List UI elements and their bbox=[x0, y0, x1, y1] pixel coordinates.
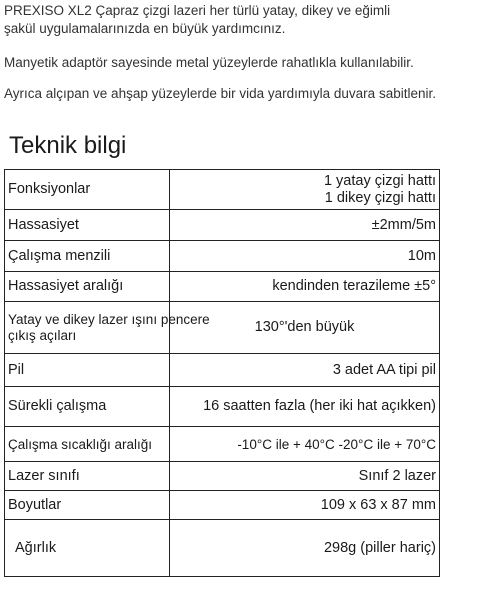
spec-label: Çalışma sıcaklığı aralığı bbox=[5, 427, 170, 462]
spec-row-runtime bbox=[5, 387, 440, 427]
spec-row-functions bbox=[5, 170, 440, 210]
spec-value-line: 1 yatay çizgi hattı bbox=[323, 172, 436, 189]
intro-line-1b: şakül uygulamalarınızda en büyük yardımcınız. bbox=[4, 21, 286, 36]
spec-value: 130°'den büyük bbox=[170, 302, 440, 354]
spec-label bbox=[5, 302, 210, 354]
spec-value: 16 saatten fazla (her iki hat açıkken) bbox=[170, 387, 440, 427]
section-title: Teknik bilgi bbox=[9, 132, 127, 159]
spec-label-line: çıkış açıları bbox=[8, 327, 77, 343]
spec-row-beam-angle bbox=[5, 302, 440, 354]
spec-value: 10m bbox=[170, 241, 440, 272]
spec-value: -10°C ile + 40°C -20°C ile + 70°C bbox=[170, 427, 440, 462]
spec-value: 109 x 63 x 87 mm bbox=[170, 491, 440, 520]
spec-value: kendinden terazileme ±5° bbox=[170, 272, 440, 302]
spec-row-laser-class bbox=[5, 462, 440, 491]
intro-line-1a: PREXISO XL2 Çapraz çizgi lazeri her türlü yatay, dikey ve eğimli bbox=[4, 3, 391, 18]
spec-row-range bbox=[5, 241, 440, 272]
intro-paragraph-1 bbox=[4, 2, 390, 38]
spec-row-battery bbox=[5, 354, 440, 387]
spec-value: 298g (piller hariç) bbox=[170, 520, 440, 577]
spec-label: Fonksiyonlar bbox=[5, 170, 170, 210]
spec-label-line: Yatay ve dikey lazer ışını pencere bbox=[8, 311, 210, 327]
spec-label: Boyutlar bbox=[5, 491, 170, 520]
spec-value: Sınıf 2 lazer bbox=[170, 462, 440, 491]
spec-row-dimensions bbox=[5, 491, 440, 520]
spec-row-temperature bbox=[5, 427, 440, 462]
spec-label: Çalışma menzili bbox=[5, 241, 170, 272]
spec-label: Hassasiyet aralığı bbox=[5, 272, 170, 302]
spec-label: Sürekli çalışma bbox=[5, 387, 170, 427]
spec-value-line: 1 dikey çizgi hattı bbox=[324, 189, 436, 206]
spec-row-weight bbox=[5, 520, 440, 577]
intro-paragraph-2: Manyetik adaptör sayesinde metal yüzeylerde rahatlıkla kullanılabilir. bbox=[4, 55, 414, 70]
spec-label: Lazer sınıfı bbox=[5, 462, 170, 491]
spec-value: 3 adet AA tipi pil bbox=[170, 354, 440, 387]
spec-value bbox=[170, 170, 440, 210]
intro-paragraph-3: Ayrıca alçıpan ve ahşap yüzeylerde bir vida yardımıyla duvara sabitlenir. bbox=[4, 86, 436, 101]
spec-row-self-leveling bbox=[5, 272, 440, 302]
spec-label: Ağırlık bbox=[5, 520, 170, 577]
spec-row-precision bbox=[5, 210, 440, 241]
spec-value: ±2mm/5m bbox=[170, 210, 440, 241]
spec-table bbox=[4, 169, 440, 577]
spec-label: Pil bbox=[5, 354, 170, 387]
spec-label: Hassasiyet bbox=[5, 210, 170, 241]
